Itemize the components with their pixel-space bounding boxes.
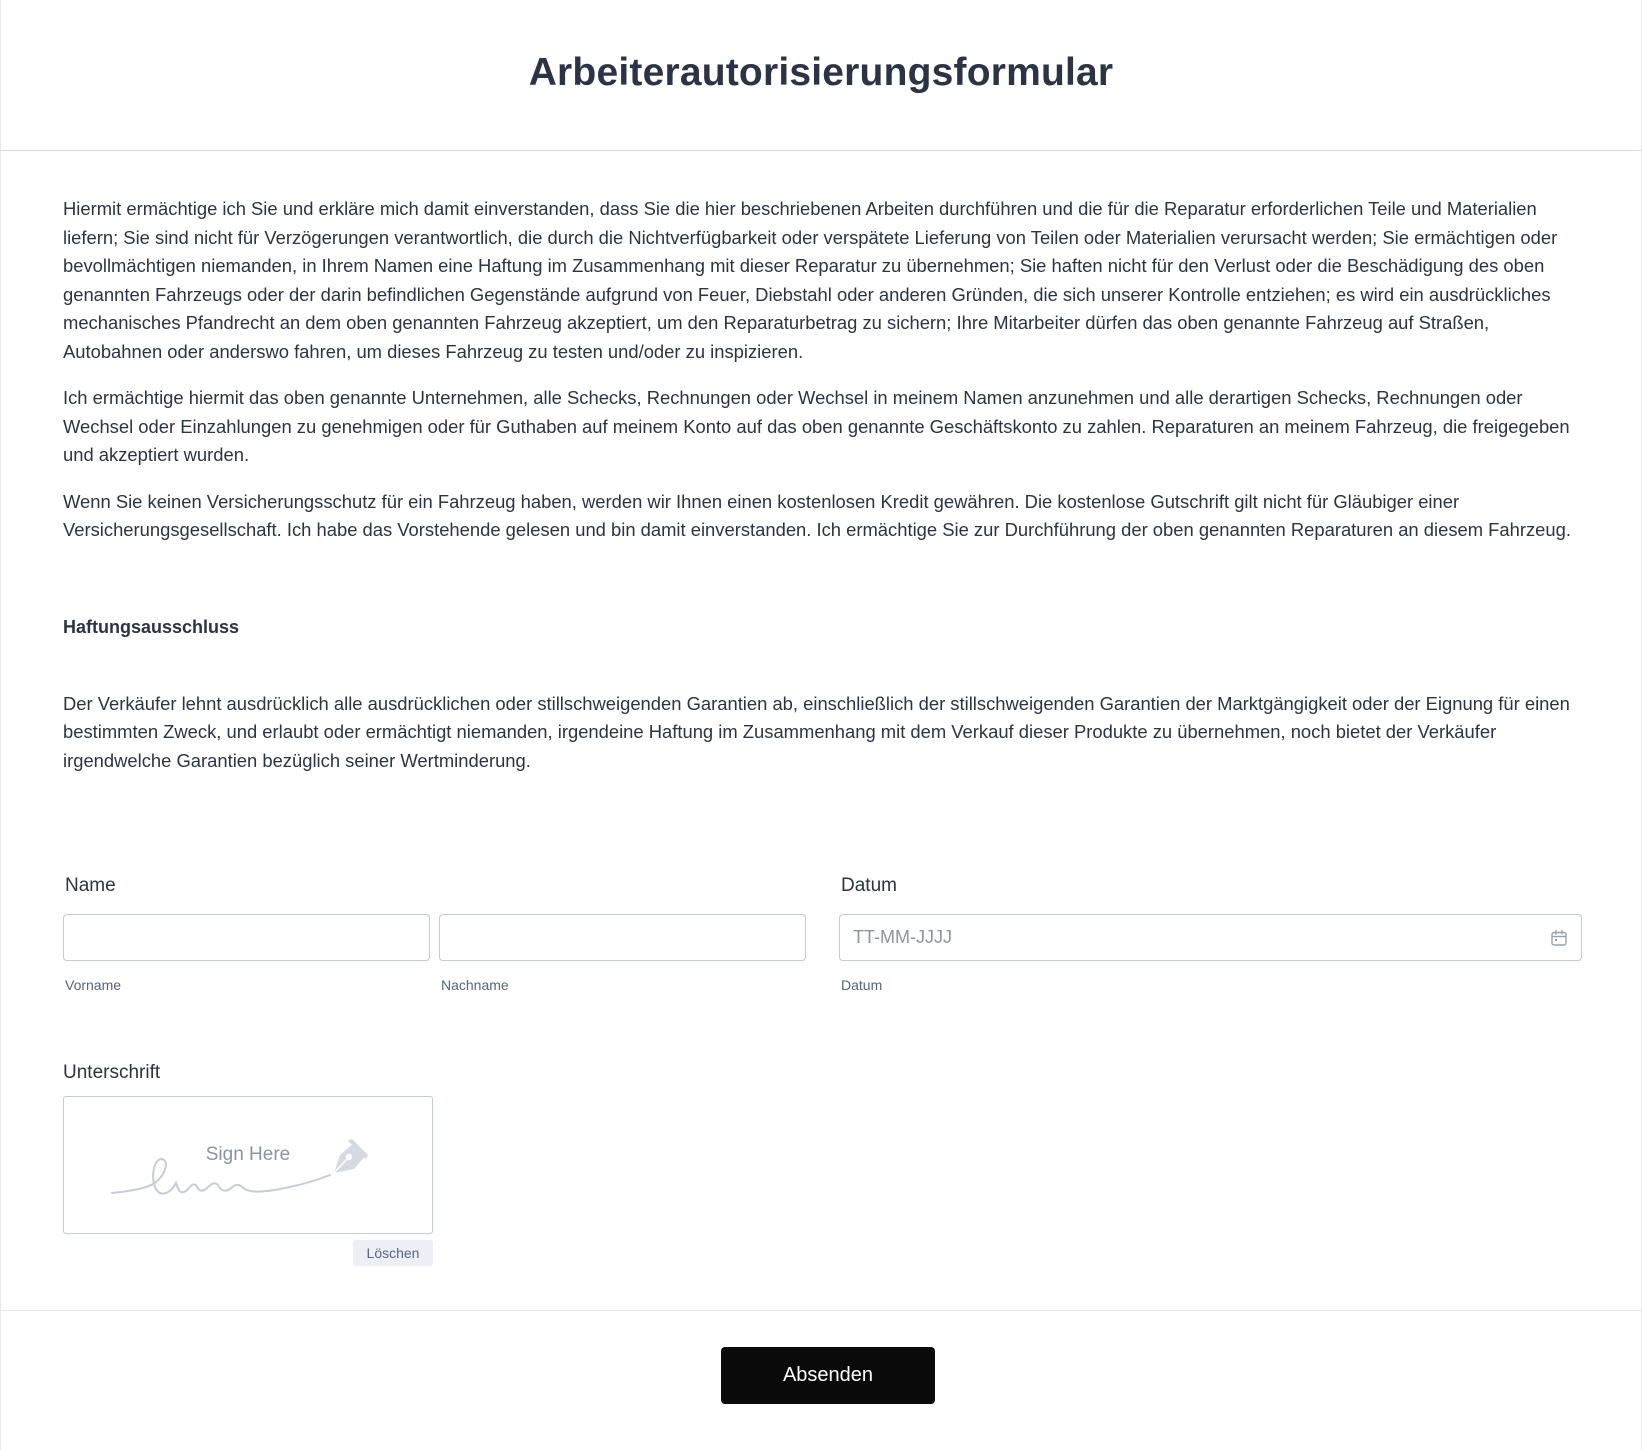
terms-paragraph-3: Wenn Sie keinen Versicherungsschutz für ein Fahrzeug haben, werden wir Ihnen einen kostenlosen Kredit gewähren. Die kostenlose Gutschrift gilt nicht für Gläubiger einer Versicherungsgesellschaft. Ich habe das Vorstehende gelesen und bin damit einverstanden. Ich ermächtige Sie zur Durchführung der oben genannten Reparaturen an diesem Fahrzeug.	[63, 490, 1571, 540]
first-name-sublabel: Vorname	[65, 977, 122, 993]
date-sublabel: Datum	[841, 977, 883, 993]
terms-paragraph-2: Ich ermächtige hiermit das oben genannte Unternehmen, alle Schecks, Rechnungen oder Wechsel in meinem Namen anzunehmen und alle derartigen Schecks, Rechnungen oder Wechsel oder Einzahlungen zu genehmigen oder für Guthaben auf meinem Konto auf das oben genannte Geschäftskonto zu zahlen. Reparaturen an meinem Fahrzeug, die freigegeben und akzeptiert wurden.	[63, 387, 1570, 465]
form-content	[1, 151, 1641, 775]
calendar-icon[interactable]	[1550, 929, 1568, 947]
date-input[interactable]	[839, 914, 1582, 961]
signature-pad[interactable]	[63, 1096, 433, 1234]
last-name-input[interactable]	[439, 914, 806, 961]
form-footer	[1, 1310, 1641, 1450]
form-header	[1, 0, 1641, 151]
pen-nib-icon	[326, 1137, 370, 1177]
signature-scribble-icon	[110, 1153, 340, 1203]
last-name-sublabel: Nachname	[441, 977, 509, 993]
page-title: Arbeiterautorisierungsformular	[528, 51, 1114, 94]
clear-signature-button[interactable]: Löschen	[353, 1240, 433, 1266]
terms-paragraph-1: Hiermit ermächtige ich Sie und erkläre mich damit einverstanden, dass Sie die hier beschriebenen Arbeiten durchführen und die für die Reparatur erforderlichen Teile und Materialien liefern; Sie sind nicht für Verzögerungen verantwortlich, die durch die Nichtverfügbarkeit oder verspätete Lieferung von Teilen oder Materialien verursacht werden; Sie ermächtigen oder bevollmächtigen niemanden, in Ihrem Namen eine Haftung im Zusammenhang mit dieser Reparatur zu übernehmen; Sie haften nicht für den Verlust oder die Beschädigung des oben genannten Fahrzeugs oder der darin befindlichen Gegenstände aufgrund von Feuer, Diebstahl oder anderen Gründen, die sich unserer Kontrolle entziehen; es wird ein ausdrückliches mechanisches Pfandrecht an dem oben genannten Fahrzeug akzeptiert, um den Reparaturbetrag zu sichern; Ihre Mitarbeiter dürfen das oben genannte Fahrzeug auf Straßen, Autobahnen oder anderswo fahren, um dieses Fahrzeug zu testen und/oder zu inspizieren.	[63, 198, 1558, 362]
name-label: Name	[65, 875, 116, 896]
disclaimer-heading: Haftungsausschluss	[63, 616, 240, 637]
submit-button[interactable]: Absenden	[721, 1347, 935, 1404]
signature-placeholder: Sign Here	[205, 1144, 291, 1165]
first-name-input[interactable]	[63, 914, 430, 961]
disclaimer-paragraph: Der Verkäufer lehnt ausdrücklich alle ausdrücklichen oder stillschweigenden Garantien ab, einschließlich der stillschweigenden Garantien der Marktgängigkeit oder der Eignung für einen bestimmten Zweck, und erlaubt oder ermächtigt niemanden, irgendeine Haftung im Zusammenhang mit dem Verkauf dieser Produkte zu übernehmen, noch bietet der Verkäufer irgendwelche Garantien bezüglich seiner Wertminderung.	[63, 692, 1570, 771]
signature-label: Unterschrift	[63, 1062, 161, 1083]
date-label: Datum	[841, 875, 897, 896]
